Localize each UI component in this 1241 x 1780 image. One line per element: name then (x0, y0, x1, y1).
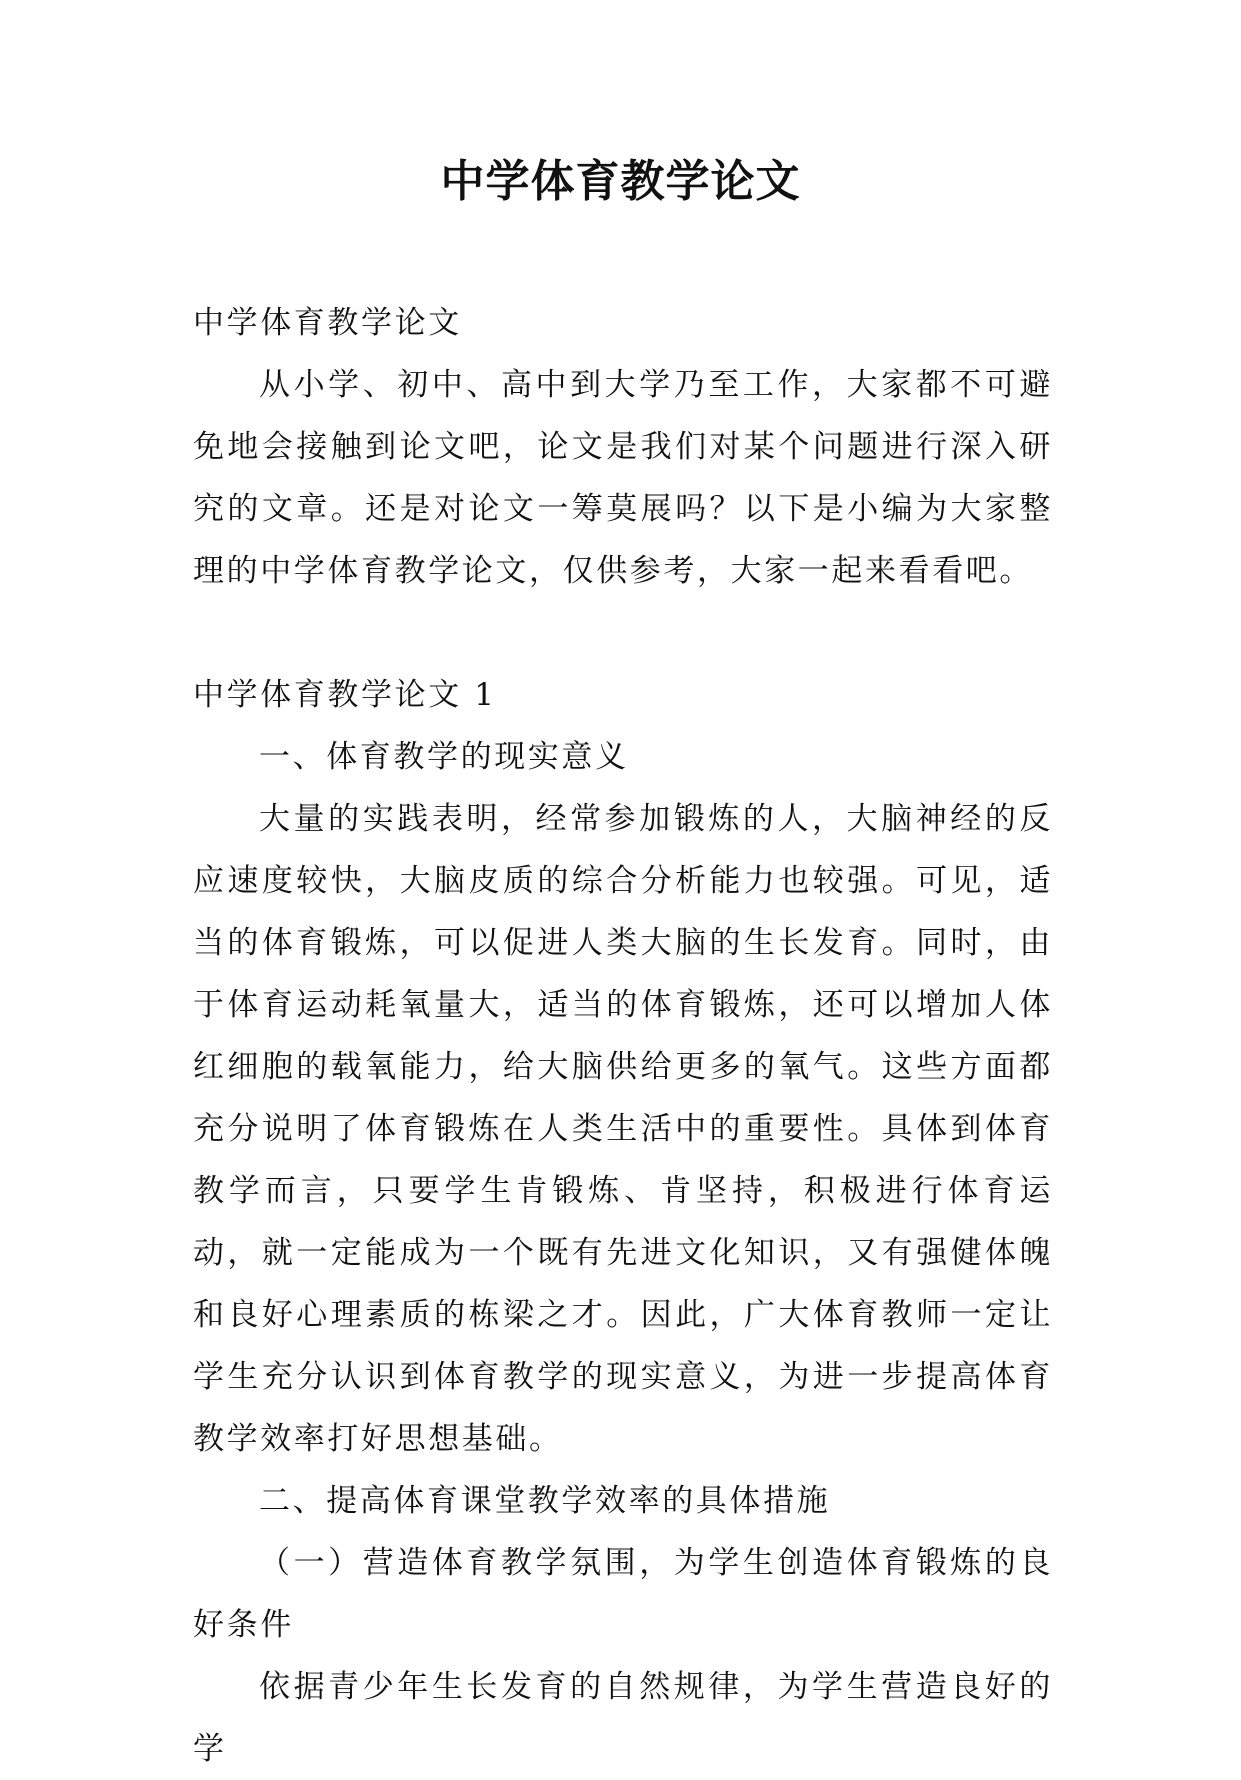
paragraph-spacer (193, 602, 1053, 664)
subheading-2: 二、提高体育课堂教学效率的具体措施 (259, 1483, 831, 1519)
document-title: 中学体育教学论文 (440, 156, 801, 207)
subheading-1: 一、体育教学的现实意义 (259, 739, 629, 775)
article-heading: 中学体育教学论文 1 (193, 677, 497, 713)
body-paragraph-continued: 依据青少年生长发育的自然规律，为学生营造良好的学 (193, 1669, 1053, 1767)
body-paragraph: 大量的实践表明，经常参加锻炼的人，大脑神经的反应速度较快，大脑皮质的综合分析能力也较强。可见，适当的体育锻炼，可以促进人类大脑的生长发育。同时，由于体育运动耗氧量大，适当的体育锻炼，还可以增加人体红细胞的载氧能力，给大脑供给更多的氧气。这些方面都充分说明了体育锻炼在人类生活中的重要性。具体到体育教学而言，只要学生肯锻炼、肯坚持，积极进行体育运动，就一定能成为一个既有先进文化知识，又有强健体魄和良好心理素质的栋梁之才。因此，广大体育教师一定让学生充分认识到体育教学的现实意义，为进一步提高体育教学效率打好思想基础。 (193, 801, 1053, 1457)
intro-paragraph: 从小学、初中、高中到大学乃至工作，大家都不可避免地会接触到论文吧，论文是我们对某个问题进行深入研究的文章。还是对论文一筹莫展吗？以下是小编为大家整理的中学体育教学论文，仅供参考，大家一起来看看吧。 (193, 367, 1053, 589)
document-body (193, 292, 1053, 1780)
section-heading: 中学体育教学论文 (193, 305, 462, 341)
subheading-2-1: （一）营造体育教学氛围，为学生创造体育锻炼的良好条件 (193, 1545, 1053, 1643)
